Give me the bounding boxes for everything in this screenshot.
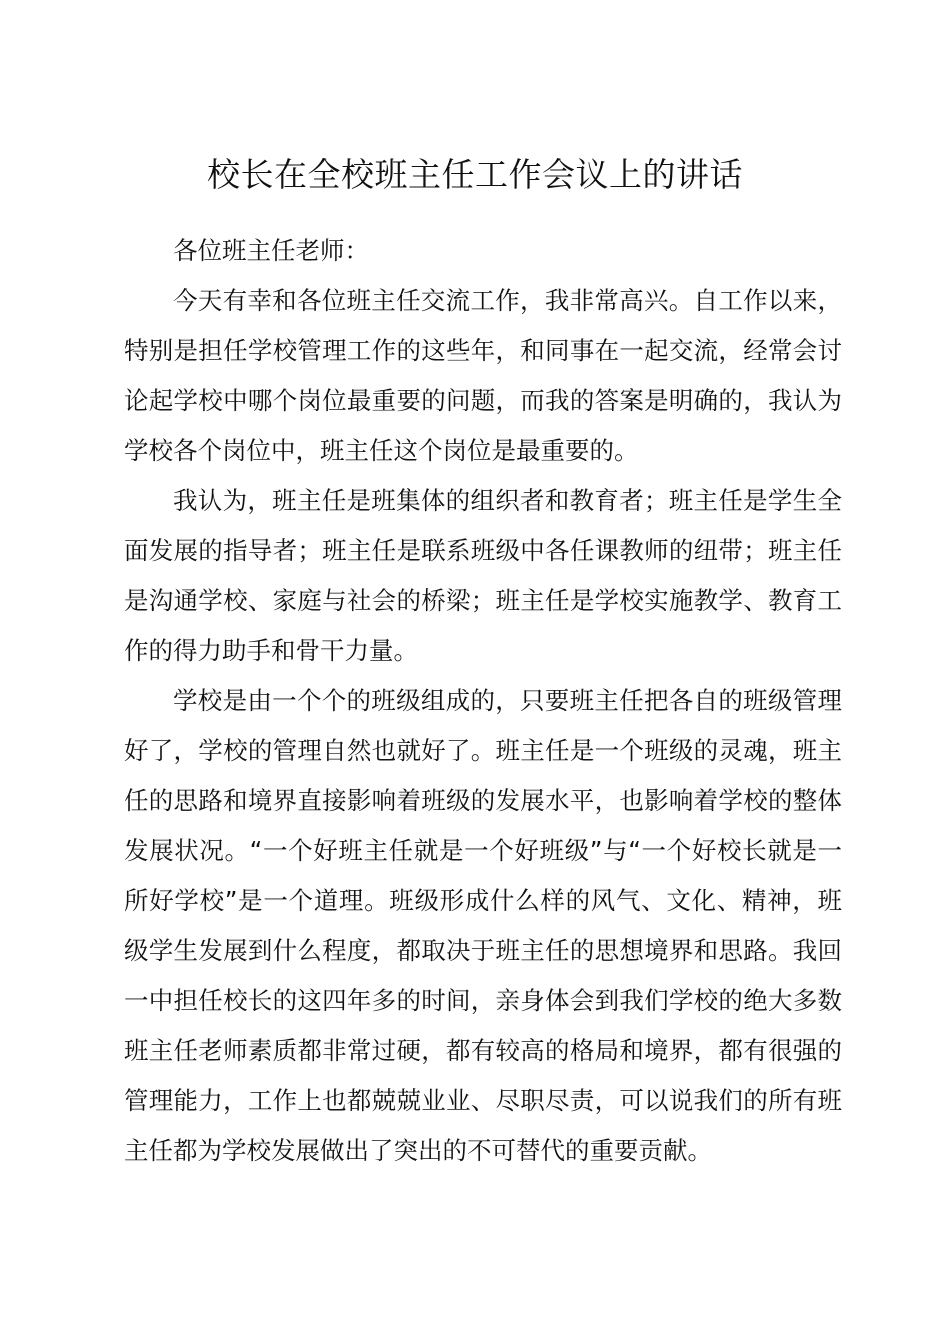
document-title: 校长在全校班主任工作会议上的讲话 xyxy=(207,155,743,194)
document-body xyxy=(124,226,842,1176)
salutation: 各位班主任老师： xyxy=(173,236,369,265)
paragraph-1: 今天有幸和各位班主任交流工作，我非常高兴。自工作以来，特别是担任学校管理工作的这些年，和同事在一起交流，经常会讨论起学校中哪个岗位最重要的问题，而我的答案是明确的，我认为学校各个岗位中，班主任这个岗位是最重要的。 xyxy=(124,286,842,465)
paragraph-2: 我认为，班主任是班集体的组织者和教育者；班主任是学生全面发展的指导者；班主任是联系班级中各任课教师的纽带；班主任是沟通学校、家庭与社会的桥梁；班主任是学校实施教学、教育工作的得力助手和骨干力量。 xyxy=(124,486,842,665)
paragraph-3: 学校是由一个个的班级组成的，只要班主任把各自的班级管理好了，学校的管理自然也就好了。班主任是一个班级的灵魂，班主任的思路和境界直接影响着班级的发展水平，也影响着学校的整体发展状况。“一个好班主任就是一个好班级”与“一个好校长就是一所好学校”是一个道理。班级形成什么样的风气、文化、精神，班级学生发展到什么程度，都取决于班主任的思想境界和思路。我回一中担任校长的这四年多的时间，亲身体会到我们学校的绝大多数班主任老师素质都非常过硬，都有较高的格局和境界，都有很强的管理能力，工作上也都兢兢业业、尽职尽责，可以说我们的所有班主任都为学校发展做出了突出的不可替代的重要贡献。 xyxy=(124,686,842,1165)
